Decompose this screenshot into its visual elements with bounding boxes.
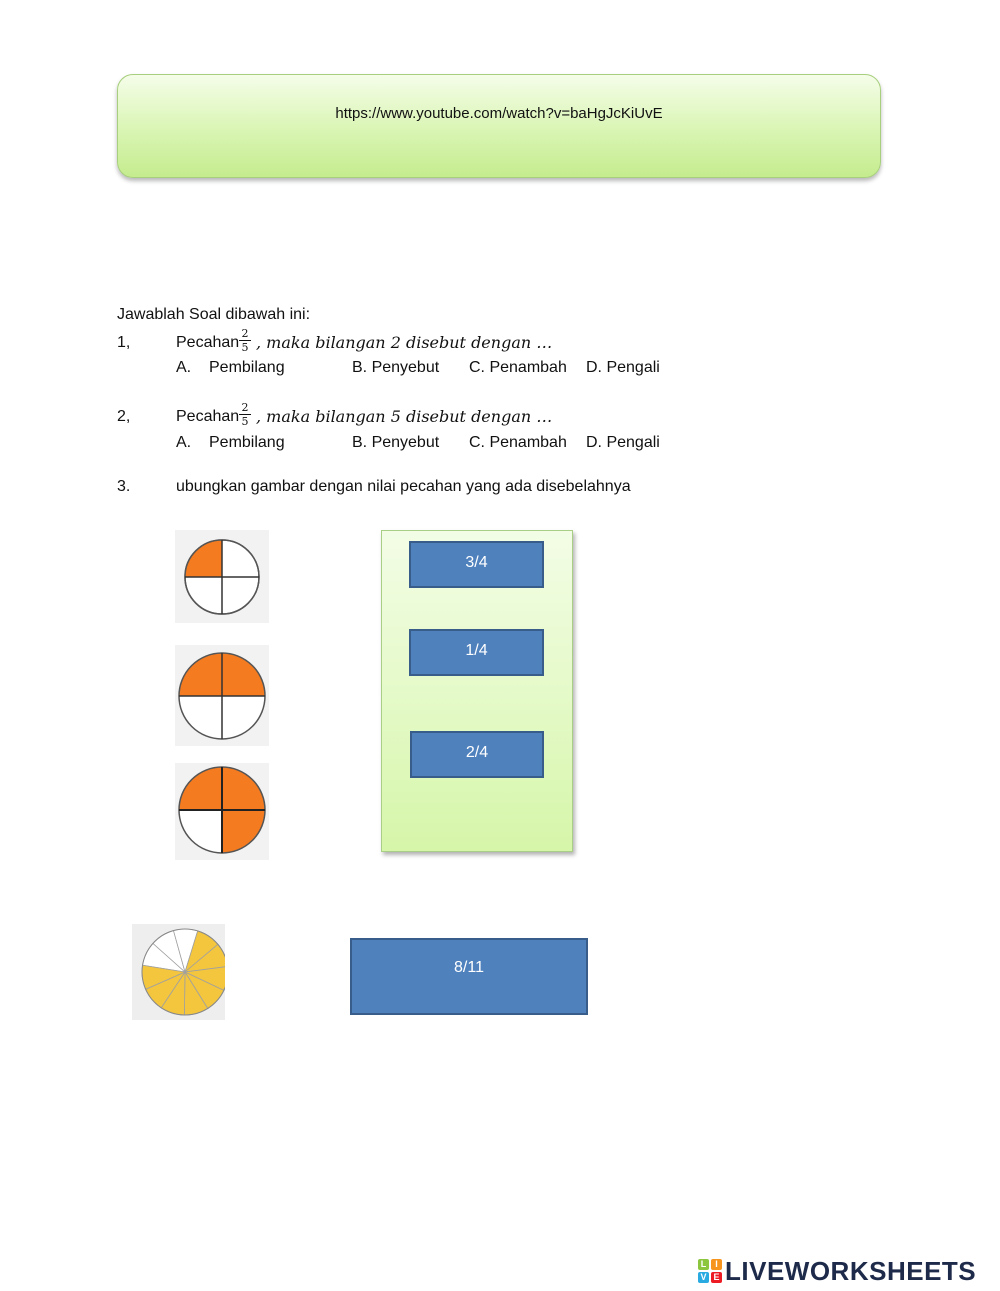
question-1-option-a-letter: A. — [176, 359, 192, 376]
question-2-option-a-letter: A. — [176, 434, 192, 451]
question-2-option-d[interactable]: D. Pengali — [586, 434, 660, 451]
circle-two-quarters-graphic — [175, 645, 269, 746]
fraction-circle-image-1[interactable] — [175, 530, 269, 623]
fraction-denominator: 5 — [241, 415, 249, 428]
instructions-text: Jawablah Soal dibawah ini: — [117, 306, 311, 323]
question-1-option-d[interactable]: D. Pengali — [586, 359, 660, 376]
fraction-circle-image-3[interactable] — [175, 763, 269, 860]
question-1-math: , maka bilangan 2 disebut dengan … — [256, 333, 553, 352]
fraction-numerator: 2 — [239, 402, 251, 415]
logo-letter-e: E — [711, 1272, 722, 1283]
logo-letter-l: L — [698, 1259, 709, 1270]
fraction-numerator: 2 — [239, 328, 251, 341]
fraction-circle-image-4[interactable] — [132, 924, 225, 1020]
answer-box-8-11[interactable]: 8/11 — [350, 938, 588, 1015]
answer-box-2-4[interactable]: 2/4 — [410, 731, 544, 778]
question-2-option-c[interactable]: C. Penambah — [469, 434, 567, 451]
question-1-option-c[interactable]: C. Penambah — [469, 359, 567, 376]
fraction-denominator: 5 — [241, 341, 249, 354]
question-1-option-a[interactable]: Pembilang — [209, 359, 285, 376]
question-2-fraction — [239, 402, 251, 427]
question-1-option-b[interactable]: B. Penyebut — [352, 359, 440, 376]
answer-box-1-4[interactable]: 1/4 — [409, 629, 544, 676]
liveworksheets-logo — [698, 1255, 977, 1286]
question-2-prefix: Pecahan — [176, 408, 240, 425]
question-1-fraction — [239, 328, 251, 353]
question-3-number: 3. — [117, 478, 131, 495]
question-2-number: 2, — [117, 408, 131, 425]
question-1-prefix: Pecahan — [176, 334, 240, 351]
logo-letter-v: V — [698, 1272, 709, 1283]
circle-one-quarter-graphic — [175, 530, 269, 623]
video-link-banner[interactable] — [117, 74, 881, 178]
fraction-circle-image-2[interactable] — [175, 645, 269, 746]
circle-three-quarters-graphic — [175, 763, 269, 860]
question-3-text: ubungkan gambar dengan nilai pecahan yang ada disebelahnya — [176, 478, 631, 495]
logo-letter-i: I — [711, 1259, 722, 1270]
question-2-option-b[interactable]: B. Penyebut — [352, 434, 440, 451]
question-2-option-a[interactable]: Pembilang — [209, 434, 285, 451]
question-2-math: , maka bilangan 5 disebut dengan … — [256, 407, 553, 426]
answer-box-3-4[interactable]: 3/4 — [409, 541, 544, 588]
video-url[interactable]: https://www.youtube.com/watch?v=baHgJcKiUvE — [335, 105, 663, 122]
logo-text: LIVEWORKSHEETS — [725, 1255, 977, 1286]
circle-eight-elevenths-graphic — [132, 924, 225, 1020]
logo-mark-icon — [698, 1259, 722, 1283]
question-1-number: 1, — [117, 334, 131, 351]
